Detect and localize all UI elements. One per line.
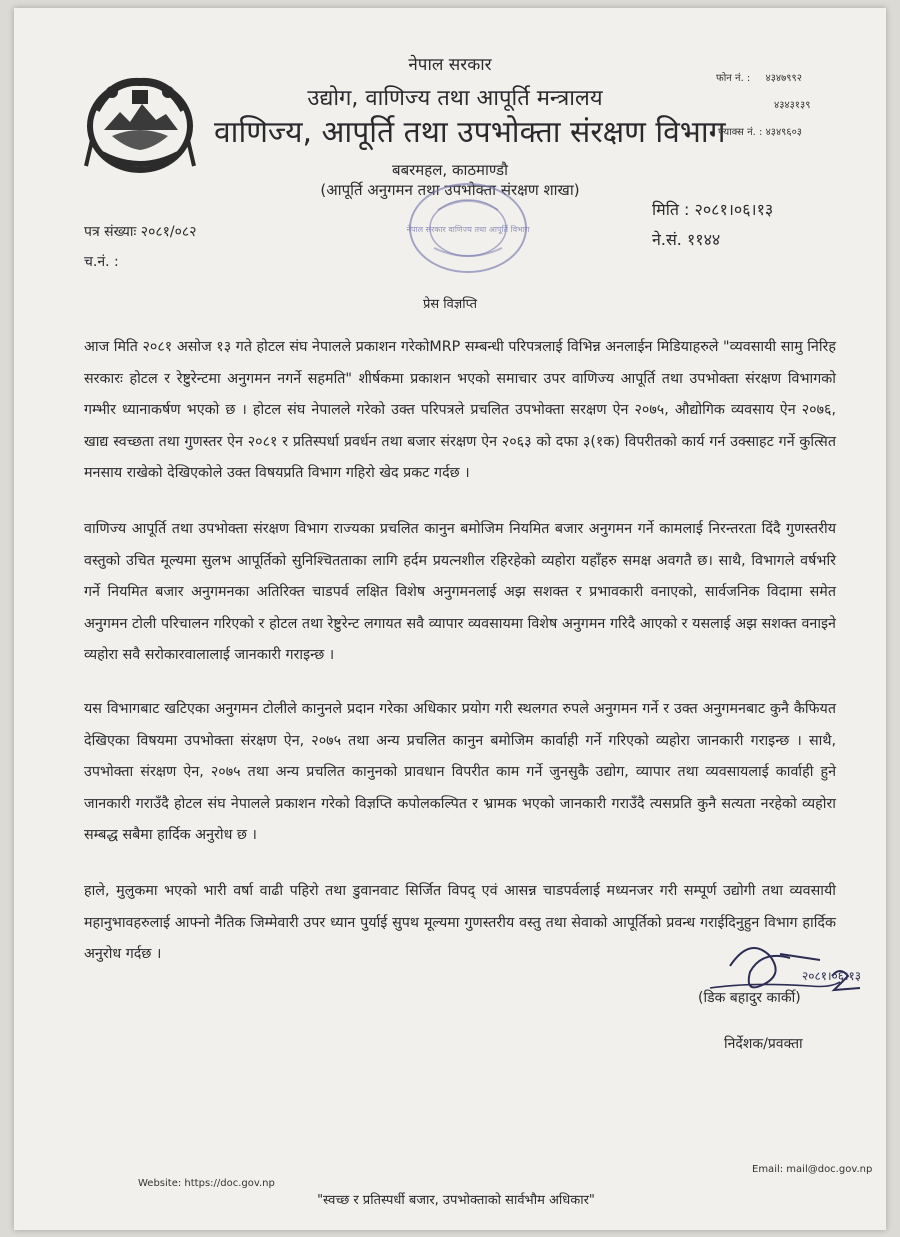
date-ns: ने.सं. ११४४	[652, 230, 721, 249]
department-stamp-icon	[404, 178, 532, 278]
government-name: नेपाल सरकार	[408, 55, 492, 75]
branch-name: (आपूर्ति अनुगमन तथा उपभोक्ता संरक्षण शाखा)	[320, 181, 580, 199]
signature-date: २०८१।०६।१३	[802, 969, 862, 983]
department-name: वाणिज्य, आपूर्ति तथा उपभोक्ता संरक्षण विभाग	[214, 115, 726, 150]
phone-label: फोन नं. :	[716, 73, 751, 84]
notice-paragraph-2: वाणिज्य आपूर्ति तथा उपभोक्ता संरक्षण विभाग राज्यका प्रचलित कानुन बमोजिम नियमित बजार अनुगमन गर्ने कामलाई निरन्तरता दिंदै गुणस्तरीय वस्तुको उचित मूल्यमा सुलभ आपूर्तिको सुनिश्चितताका लागि हर्दम प्रयत्नशील रहिरहेको व्यहोरा यहाँहरु समक्ष अवगतै छ। साथै, विभागले वर्षभरि गर्ने नियमित बजार अनुगमनका अतिरिक्त चाडपर्व लक्षित विशेष अनुगमनलाई अझ सशक्त र प्रभावकारी वनाएको, सार्वजनिक विदामा समेत अनुगमन टोली परिचालन गरिएको र होटल तथा रेष्टुरेन्ट लगायत सवै व्यापार व्यवसायमा विशेष अनुगमन गरिदै आएको र यसलाई अझ सशक्त वनाइने व्यहोरा सवै सरोकारवालालाई जानकारी गराइन्छ ।	[84, 521, 836, 663]
office-address: बबरमहल, काठमाण्डौ	[392, 161, 508, 179]
notice-paragraph-4: हाले, मुलुकमा भएको भारी वर्षा वाढी पहिरो तथा डुवानवाट सिर्जित विपद् एवं आसन्न चाडपर्वलाई मध्यनजर गरी सम्पूर्ण उद्योगी तथा व्यवसायी महानुभावहरुलाई आफ्नो नैतिक जिम्मेवारी उपर ध्यान पुर्याई सुपथ मूल्यमा गुणस्तरीय वस्तु तथा सेवाको आपूर्तिको प्रवन्ध गराईदिनुहुन विभाग हार्दिक अनुरोध गर्दछ ।	[84, 883, 836, 962]
phone-number-1: ४३४७९९२	[765, 73, 802, 84]
footer-slogan: "स्वच्छ र प्रतिस्पर्धी बजार, उपभोक्ताको सार्वभौम अधिकार"	[317, 1193, 595, 1208]
fax-label: फ्याक्स नं. :	[718, 127, 763, 138]
footer-email: Email: mail@doc.gov.np	[752, 1164, 873, 1175]
ministry-name: उद्योग, वाणिज्य तथा आपूर्ति मन्त्रालय	[307, 86, 603, 111]
fax-line	[718, 124, 802, 138]
signatory-name: (डिक बहादुर कार्की)	[698, 990, 801, 1006]
dispatch-number: च.नं. :	[84, 254, 119, 270]
phone-line-1	[716, 70, 802, 84]
footer-website: Website: https://doc.gov.np	[138, 1178, 275, 1189]
notice-title: प्रेस विज्ञप्ति	[422, 297, 478, 312]
notice-paragraph-1: आज मिति २०८१ असोज १३ गते होटल संघ नेपालले प्रकाशन गरेकोMRP सम्बन्धी परिपत्रलाई विभिन्न अनलाईन मिडियाहरुले "व्यवसायी सामु निरिह सरकारः होटल र रेष्टुरेन्टमा अनुगमन नगर्ने सहमति" शीर्षकमा प्रकाशन भएको समाचार उपर वाणिज्य आपूर्ति तथा उपभोक्ता संरक्षण विभागको गम्भीर ध्यानाकर्षण भएको छ । होटल संघ नेपालले गरेको उक्त परिपत्रले प्रचलित उपभोक्ता सरक्षण ऐन २०७५, औद्योगिक व्यवसाय ऐन २०७६, खाद्य स्वच्छता तथा गुणस्तर ऐन २०८१ र प्रतिस्पर्धा प्रवर्धन तथा बजार संरक्षण ऐन २०६३ को दफा ३(१क) विपरीतको कार्य गर्न उक्साहट गर्ने कुत्सित मनसाय राखेको देखिएकोले उक्त विषयप्रति विभाग गहिरो खेद प्रकट गर्दछ ।	[84, 339, 836, 481]
phone-number-2: ४३४३१३९	[774, 100, 811, 111]
notice-paragraph-3: यस विभागबाट खटिएका अनुगमन टोलीले कानुनले प्रदान गरेका अधिकार प्रयोग गरी स्थलगत रुपले अनुगमन गर्ने र उक्त अनुगमनबाट कुनै कैफियत देखिएका विषयमा उपभोक्ता संरक्षण ऐन, २०७५ तथा अन्य प्रचलित कानुन बमोजिम कार्वाही गर्ने गरिएको व्यहोरा जानकारी गराइन्छ । साथै, उपभोक्ता संरक्षण ऐन, २०७५ तथा अन्य प्रचलित कानुनको प्रावधान विपरीत काम गर्ने जुनसुकै उद्योग, व्यापार तथा व्यवसायलाई कार्वाही हुने जानकारी गराउँदै होटल संघ नेपालले प्रकाशन गरेको विज्ञप्ति कपोलकल्पित र भ्रामक भएको जानकारी गराउँदै त्यसप्रति कुनै सत्यता नरहेको व्यहोरा सम्बद्ध सबैमा हार्दिक अनुरोध छ ।	[84, 701, 836, 843]
stamp-ring-text: नेपाल सरकार वाणिज्य तथा आपूर्ति विभाग	[406, 225, 530, 234]
fax-number: ४३४९६०३	[765, 127, 802, 138]
letter-number: पत्र संख्याः २०८१/०८२	[84, 224, 197, 240]
signatory-title: निर्देशक/प्रवक्ता	[724, 1036, 803, 1052]
date-bs: मिति : २०८१।०६।१३	[652, 200, 774, 219]
